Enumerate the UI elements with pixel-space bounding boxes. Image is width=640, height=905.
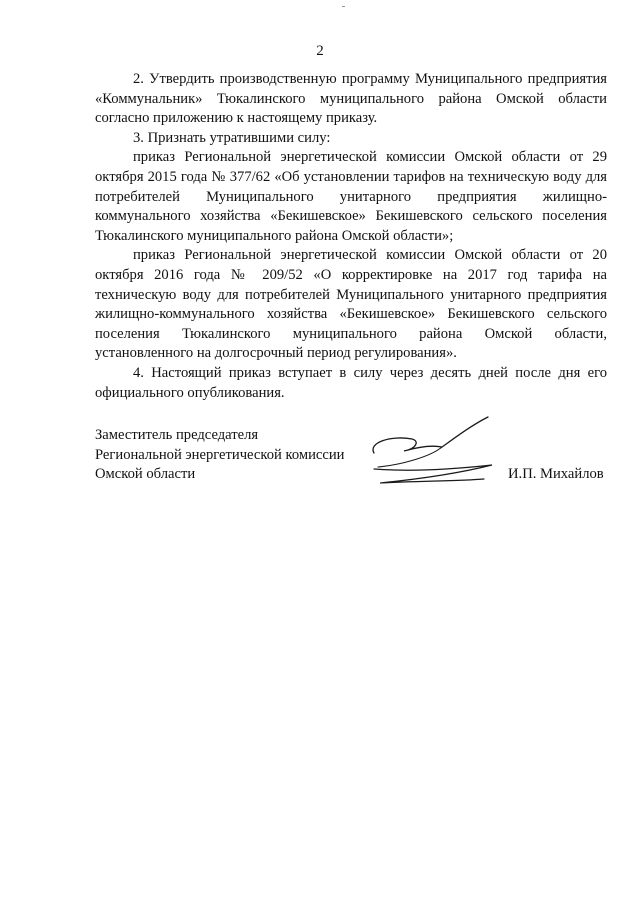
signatory-position-line: Омской области bbox=[95, 466, 196, 483]
paragraph-item-3: 3. Признать утратившими силу: bbox=[133, 129, 331, 146]
handwritten-signature bbox=[360, 413, 500, 493]
paragraph-item-2: 2. Утвердить производственную программу Муниципального предприятия «Коммунальник» Тюкалинского муниципального района Омской области согласно приложению к настоящему приказу. bbox=[95, 71, 607, 127]
signatory-name: И.П. Михайлов bbox=[508, 466, 604, 482]
signatory-position-line: Региональной энергетической комиссии bbox=[95, 446, 345, 463]
document-body bbox=[95, 70, 607, 403]
paragraph-order-2015: приказ Региональной энергетической комиссии Омской области от 29 октября 2015 года № 377/62 «Об установлении тарифов на техническую воду для потребителей Муниципального унитарного предприятия жилищно-коммунального хозяйства «Бекишевское» Бекишевского сельского поселения Тюкалинского муниципального района Омской области»; bbox=[95, 149, 607, 244]
scan-mark bbox=[342, 6, 345, 7]
paragraph-item-4: 4. Настоящий приказ вступает в силу через десять дней после дня его официального опубликования. bbox=[95, 364, 607, 401]
page-number: 2 bbox=[316, 43, 324, 59]
signatory-position bbox=[95, 426, 344, 485]
paragraph-order-2016: приказ Региональной энергетической комиссии Омской области от 20 октября 2016 года № 209/52 «О корректировке на 2017 год тарифа на техническую воду для потребителей Муниципального унитарного предприятия жилищно-коммунального хозяйства «Бекишевское» Бекишевского сельского поселения Тюкалинского муниципального района Омской области, установленного на долгосрочный период регулирования». bbox=[95, 247, 607, 362]
signatory-position-line: Заместитель председателя bbox=[95, 427, 259, 443]
